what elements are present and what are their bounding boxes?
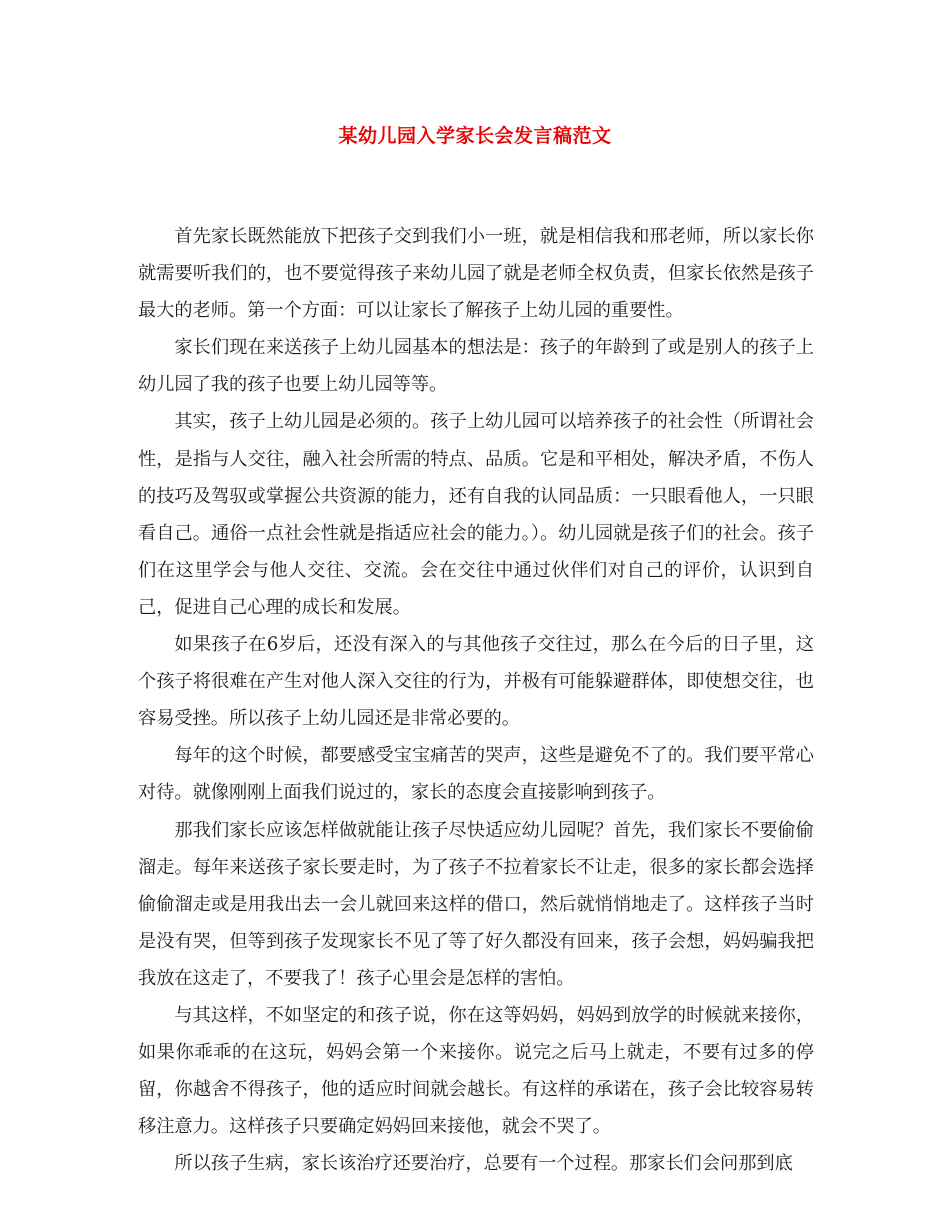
paragraph: 首先家长既然能放下把孩子交到我们小一班，就是相信我和邢老师，所以家长你就需要听我们的，也不要觉得孩子来幼儿园了就是老师全权负责，但家长依然是孩子最大的老师。第一个方面：可以让家长了解孩子上幼儿园的重要性。 xyxy=(138,226,814,322)
paragraph: 如果孩子在6岁后，还没有深入的与其他孩子交往过，那么在今后的日子里，这个孩子将很难在产生对他人深入交往的行为，并极有可能躲避群体，即使想交往，也容易受挫。所以孩子上幼儿园还是非常必要的。 xyxy=(138,634,814,730)
paragraph: 那我们家长应该怎样做就能让孩子尽快适应幼儿园呢？首先，我们家长不要偷偷溜走。每年来送孩子家长要走时，为了孩子不拉着家长不让走，很多的家长都会选择偷偷溜走或是用我出去一会儿就回来这样的借口，然后就悄悄地走了。这样孩子当时是没有哭，但等到孩子发现家长不见了等了好久都没有回来，孩子会想，妈妈骗我把我放在这走了，不要我了！孩子心里会是怎样的害怕。 xyxy=(138,819,814,989)
document-title: 某幼儿园入学家长会发言稿范文 xyxy=(338,125,612,147)
paragraph: 每年的这个时候，都要感受宝宝痛苦的哭声，这些是避免不了的。我们要平常心对待。就像刚刚上面我们说过的，家长的态度会直接影响到孩子。 xyxy=(138,745,814,804)
paragraph: 与其这样，不如坚定的和孩子说，你在这等妈妈，妈妈到放学的时候就来接你，如果你乖乖的在这玩，妈妈会第一个来接你。说完之后马上就走，不要有过多的停留，你越舍不得孩子，他的适应时间就会越长。有这样的承诺在，孩子会比较容易转移注意力。这样孩子只要确定妈妈回来接他，就会不哭了。 xyxy=(138,1004,814,1138)
paragraph: 所以孩子生病，家长该治疗还要治疗，总要有一个过程。那家长们会问那到底 xyxy=(174,1153,793,1175)
document-body xyxy=(138,218,814,1182)
paragraph: 其实，孩子上幼儿园是必须的。孩子上幼儿园可以培养孩子的社会性（所谓社会性，是指与人交往，融入社会所需的特点、品质。它是和平相处，解决矛盾，不伤人的技巧及驾驭或掌握公共资源的能力，还有自我的认同品质：一只眼看他人，一只眼看自己。通俗一点社会性就是指适应社会的能力。）。幼儿园就是孩子们的社会。孩子们在这里学会与他人交往、交流。会在交往中通过伙伴们对自己的评价，认识到自己，促进自己心理的成长和发展。 xyxy=(138,411,814,618)
paragraph: 家长们现在来送孩子上幼儿园基本的想法是：孩子的年龄到了或是别人的孩子上幼儿园了我的孩子也要上幼儿园等等。 xyxy=(138,337,814,396)
